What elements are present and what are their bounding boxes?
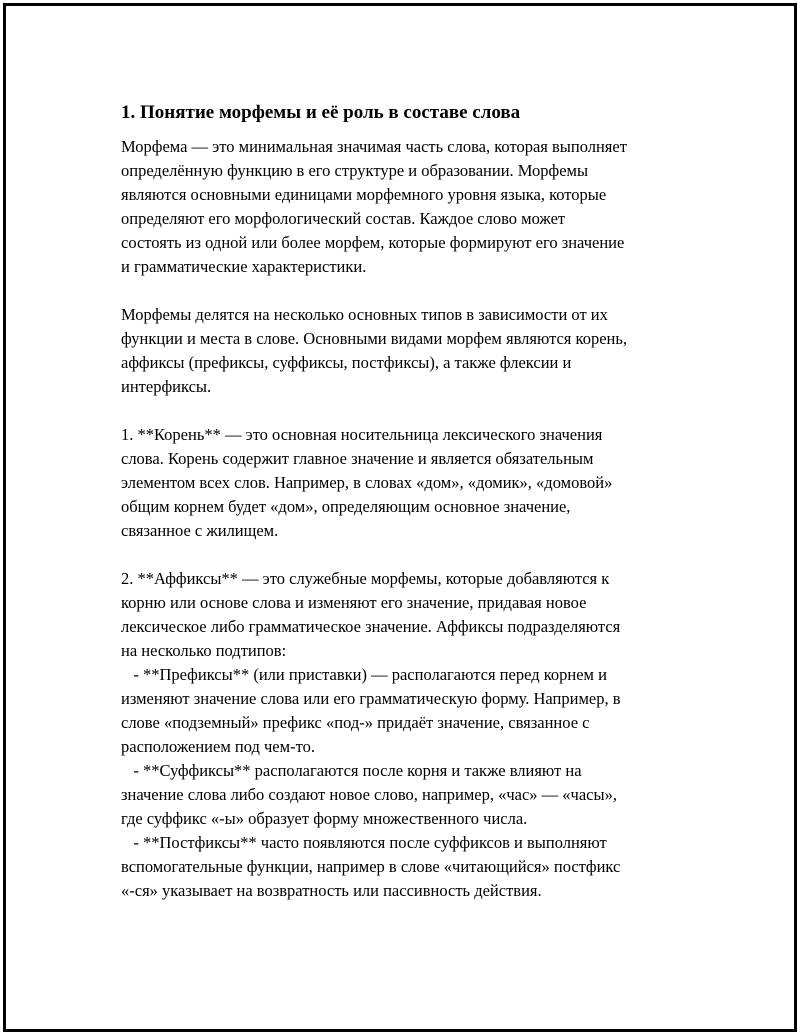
- text-line: интерфиксы.: [121, 377, 212, 396]
- text-line: лексическое либо грамматическое значение. Аффиксы подразделяются: [121, 617, 621, 636]
- paragraph-root: [121, 423, 701, 543]
- text-line: связанное с жилищем.: [121, 521, 279, 540]
- text-line: Морфемы делятся на несколько основных типов в зависимости от их: [121, 305, 608, 324]
- paragraph-spacer: [121, 399, 701, 423]
- text-line: и грамматические характеристики.: [121, 257, 367, 276]
- text-line: где суффикс «-ы» образует форму множественного числа.: [121, 809, 528, 828]
- list-item-postfixes: - **Постфиксы** часто появляются после суффиксов и выполняют: [121, 833, 607, 852]
- paragraph-morpheme-types: [121, 303, 701, 399]
- document-body: [121, 101, 701, 903]
- paragraph-definition: [121, 135, 701, 279]
- text-line: корню или основе слова и изменяют его значение, придавая новое: [121, 593, 587, 612]
- text-line: элементом всех слов. Например, в словах «дом», «домик», «домовой»: [121, 473, 613, 492]
- text-line: определяют его морфологический состав. Каждое слово может: [121, 209, 566, 228]
- text-line: на несколько подтипов:: [121, 641, 287, 660]
- text-line: определённую функцию в его структуре и образовании. Морфемы: [121, 161, 589, 180]
- text-line: вспомогательные функции, например в слове «читающийся» постфикс: [121, 857, 621, 876]
- text-line: являются основными единицами морфемного уровня языка, которые: [121, 185, 607, 204]
- text-line: состоять из одной или более морфем, которые формируют его значение: [121, 233, 625, 252]
- text-line: слова. Корень содержит главное значение и является обязательным: [121, 449, 594, 468]
- section-heading: 1. Понятие морфемы и её роль в составе слова: [121, 102, 521, 123]
- paragraph-spacer: [121, 543, 701, 567]
- text-line: слове «подземный» префикс «под-» придаёт значение, связанное с: [121, 713, 590, 732]
- text-line: изменяют значение слова или его грамматическую форму. Например, в: [121, 689, 621, 708]
- text-line: «-ся» указывает на возвратность или пассивность действия.: [121, 881, 542, 900]
- paragraph-affixes: [121, 567, 701, 903]
- text-line: 1. **Корень** — это основная носительница лексического значения: [121, 425, 603, 444]
- page-frame: [3, 3, 797, 1032]
- text-line: аффиксы (префиксы, суффиксы, постфиксы), а также флексии и: [121, 353, 572, 372]
- paragraph-spacer: [121, 279, 701, 303]
- text-line: функции и места в слове. Основными видами морфем являются корень,: [121, 329, 628, 348]
- text-line: 2. **Аффиксы** — это служебные морфемы, которые добавляются к: [121, 569, 610, 588]
- list-item-prefixes: - **Префиксы** (или приставки) — располагаются перед корнем и: [121, 665, 607, 684]
- list-item-suffixes: - **Суффиксы** располагаются после корня и также влияют на: [121, 761, 582, 780]
- text-line: значение слова либо создают новое слово, например, «час» — «часы»,: [121, 785, 617, 804]
- text-line: Морфема — это минимальная значимая часть слова, которая выполняет: [121, 137, 627, 156]
- text-line: расположением под чем-то.: [121, 737, 315, 756]
- text-line: общим корнем будет «дом», определяющим основное значение,: [121, 497, 571, 516]
